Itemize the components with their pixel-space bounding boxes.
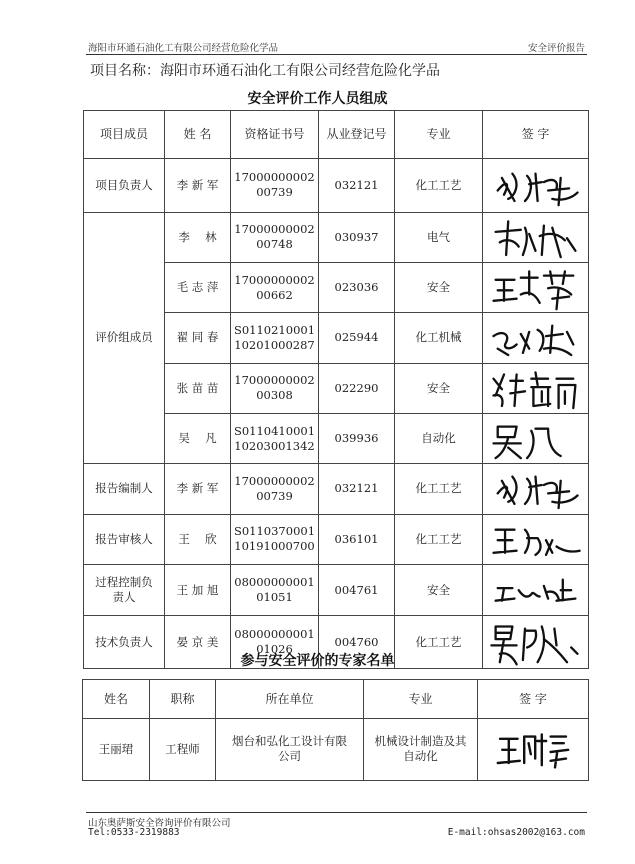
signature-cell — [483, 464, 589, 514]
name-cell: 王 欣 — [165, 514, 231, 564]
expert-major-cell: 机械设计制造及其 自动化 — [364, 719, 478, 781]
cert-cell: 17000000002 00739 — [231, 464, 319, 514]
signature-image — [483, 464, 588, 513]
cert-cell: S0110410001 10203001342 — [231, 413, 319, 463]
staff-col-reg: 从业登记号 — [319, 111, 395, 159]
signature-image — [483, 565, 588, 615]
name-cell: 李 林 — [165, 212, 231, 262]
experts-table — [82, 679, 589, 781]
experts-col-major: 专业 — [364, 680, 478, 719]
table-row — [84, 514, 589, 564]
table-row — [84, 159, 589, 213]
major-cell: 化工工艺 — [395, 616, 483, 668]
cert-cell: 17000000002 00308 — [231, 363, 319, 413]
name-cell: 张 苗 苗 — [165, 363, 231, 413]
reg-cell: 023036 — [319, 262, 395, 312]
staff-col-signature: 签 字 — [483, 111, 589, 159]
cert-cell: 17000000002 00739 — [231, 159, 319, 213]
signature-cell — [483, 262, 589, 312]
signature-cell — [483, 313, 589, 363]
staff-col-cert: 资格证书号 — [231, 111, 319, 159]
name-cell: 李 新 军 — [165, 464, 231, 514]
signature-cell — [478, 719, 589, 781]
staff-col-role: 项目成员 — [84, 111, 165, 159]
signature-cell — [483, 413, 589, 463]
signature-image — [483, 263, 588, 312]
cert-cell: 08000000001 01026 — [231, 616, 319, 668]
signature-image — [483, 313, 588, 362]
experts-col-name: 姓名 — [83, 680, 150, 719]
header-divider — [86, 54, 587, 55]
name-cell: 吴 凡 — [165, 413, 231, 463]
signature-image — [478, 719, 588, 780]
header-right-text: 安全评价报告 — [527, 43, 585, 54]
name-cell: 翟 同 春 — [165, 313, 231, 363]
reg-cell: 032121 — [319, 159, 395, 213]
experts-col-signature: 签 字 — [478, 680, 589, 719]
expert-title-cell: 工程师 — [150, 719, 216, 781]
major-cell: 化工工艺 — [395, 159, 483, 213]
table-row — [84, 212, 589, 262]
reg-cell: 004761 — [319, 564, 395, 615]
major-cell: 化工工艺 — [395, 464, 483, 514]
role-cell: 技术负责人 — [84, 616, 165, 668]
reg-cell: 004760 — [319, 616, 395, 668]
cert-cell: 17000000002 00662 — [231, 262, 319, 312]
role-cell: 评价组成员 — [84, 212, 165, 464]
role-cell: 项目负责人 — [84, 159, 165, 213]
expert-unit-cell: 烟台和弘化工设计有限 公司 — [216, 719, 364, 781]
experts-table-title: 参与安全评价的专家名单 — [240, 653, 395, 669]
name-cell: 王 加 旭 — [165, 564, 231, 615]
experts-header-row — [83, 680, 589, 719]
name-cell: 毛 志 萍 — [165, 262, 231, 312]
cert-cell: S0110370001 10191000700 — [231, 514, 319, 564]
cert-cell: 17000000002 00748 — [231, 212, 319, 262]
reg-cell: 039936 — [319, 413, 395, 463]
reg-cell: 036101 — [319, 514, 395, 564]
project-name: 海阳市环通石油化工有限公司经营危险化学品 — [160, 63, 440, 79]
footer-company: 山东奥萨斯安全咨询评价有限公司 — [88, 818, 231, 829]
major-cell: 电气 — [395, 212, 483, 262]
signature-image — [483, 159, 588, 212]
major-cell: 安全 — [395, 363, 483, 413]
signature-cell — [483, 363, 589, 413]
signature-image — [483, 414, 588, 463]
expert-name-cell: 王丽珺 — [83, 719, 150, 781]
signature-image — [483, 213, 588, 262]
name-cell: 晏 京 美 — [165, 616, 231, 668]
reg-cell: 032121 — [319, 464, 395, 514]
project-name-line — [90, 60, 440, 80]
major-cell: 安全 — [395, 564, 483, 615]
experts-col-title: 职称 — [150, 680, 216, 719]
footer-divider — [86, 812, 587, 813]
table-row — [84, 564, 589, 615]
signature-cell — [483, 212, 589, 262]
reg-cell: 030937 — [319, 212, 395, 262]
reg-cell: 025944 — [319, 313, 395, 363]
cert-cell: 08000000001 01051 — [231, 564, 319, 615]
name-cell: 李 新 军 — [165, 159, 231, 213]
signature-image — [483, 515, 588, 564]
staff-table — [83, 110, 589, 669]
staff-col-name: 姓 名 — [165, 111, 231, 159]
header-left-text: 海阳市环通石油化工有限公司经营危险化学品 — [88, 43, 279, 54]
major-cell: 自动化 — [395, 413, 483, 463]
staff-table-title: 安全评价工作人员组成 — [247, 91, 388, 107]
signature-cell — [483, 159, 589, 213]
footer-email: E-mail:ohsas2002@163.com — [447, 827, 585, 838]
footer-tel: Tel:0533-2319883 — [88, 827, 180, 838]
signature-cell — [483, 514, 589, 564]
table-row — [83, 719, 589, 781]
signature-cell — [483, 564, 589, 615]
role-cell: 过程控制负 责人 — [84, 564, 165, 615]
project-label: 项目名称： — [90, 63, 160, 79]
staff-col-major: 专业 — [395, 111, 483, 159]
major-cell: 化工机械 — [395, 313, 483, 363]
experts-col-unit: 所在单位 — [216, 680, 364, 719]
signature-image — [483, 364, 588, 413]
cert-cell: S0110210001 10201000287 — [231, 313, 319, 363]
role-cell: 报告审核人 — [84, 514, 165, 564]
reg-cell: 022290 — [319, 363, 395, 413]
role-cell: 报告编制人 — [84, 464, 165, 514]
table-row — [84, 464, 589, 514]
major-cell: 安全 — [395, 262, 483, 312]
staff-header-row — [84, 111, 589, 159]
major-cell: 化工工艺 — [395, 514, 483, 564]
